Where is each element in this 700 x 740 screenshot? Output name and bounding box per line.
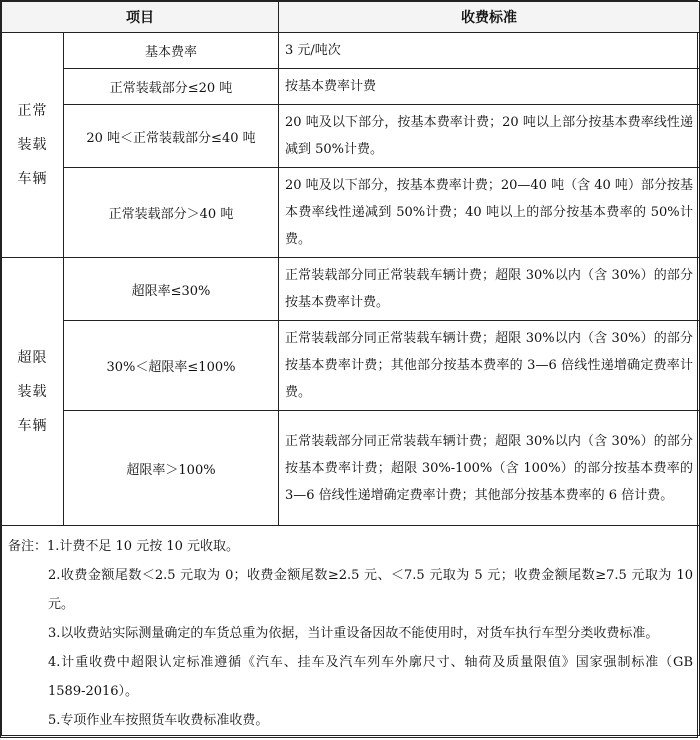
header-standard: 收费标准 [279,2,700,33]
standard-cell: 正常装载部分同正常装载车辆计费；超限 30%以内（含 30%）的部分按基本费率计费。 [279,258,700,321]
category-label: 超限装载车辆 [17,349,48,434]
item-cell: 超限率≤30% [64,258,279,321]
item-cell: 正常装载部分＞40 吨 [64,168,279,258]
item-cell: 30%＜超限率≤100% [64,321,279,411]
table-row [2,321,700,411]
standard-cell: 3 元/吨次 [279,33,700,69]
note-item-2: 2.收费金额尾数＜2.5 元取为 0；收费金额尾数≥2.5 元、＜7.5 元取为 5 元；收费金额尾数≥7.5 元取为 10 元。 [48,568,693,612]
table-row [2,168,700,258]
table-row [2,33,700,69]
note-item-5: 5.专项作业车按照货车收费标准收费。 [48,713,269,728]
category-normal-vehicles [2,33,64,258]
note-item-1: 备注：1.计费不足 10 元按 10 元收取。 [8,539,240,554]
standard-cell: 20 吨及以下部分，按基本费率计费；20 吨以上部分按基本费率线性递减到 50%计费。 [279,105,700,168]
standard-cell: 正常装载部分同正常装载车辆计费；超限 30%以内（含 30%）的部分按基本费率计费；其他部分按基本费率的 3—6 倍线性递增确定费率计费。 [279,321,700,411]
notes-row [2,526,700,736]
standard-cell: 正常装载部分同正常装载车辆计费；超限 30%以内（含 30%）的部分按基本费率计费；超限 30%-100%（含 100%）的部分按基本费率的 3—6 倍线性递增确定费率计费；其他部分按基本费率的 6 倍计费。 [279,411,700,526]
item-cell: 超限率＞100% [64,411,279,526]
table-row [2,258,700,321]
notes-section [2,526,700,736]
standard-cell: 20 吨及以下部分，按基本费率计费；20—40 吨（含 40 吨）部分按基本费率线性递减到 50%计费；40 吨以上的部分按基本费率的 50%计费。 [279,168,700,258]
table-header-row [2,2,700,33]
standard-cell: 按基本费率计费 [279,69,700,105]
table-row [2,69,700,105]
item-cell: 基本费率 [64,33,279,69]
category-label: 正常装载车辆 [17,103,48,187]
note-item-4: 4.计重收费中超限认定标准遵循《汽车、挂车及汽车列车外廓尺寸、轴荷及质量限值》国家强制标准（GB 1589-2016）。 [48,655,693,699]
item-cell: 正常装载部分≤20 吨 [64,69,279,105]
item-cell: 20 吨＜正常装载部分≤40 吨 [64,105,279,168]
note-item-3: 3.以收费站实际测量确定的车货总重为依据，当计重设备因故不能使用时，对货车执行车型分类收费标准。 [48,626,659,641]
table-row [2,105,700,168]
fee-standard-table [1,1,700,736]
table-row [2,411,700,526]
category-over-limit-vehicles [2,258,64,526]
header-item: 项目 [2,2,279,33]
